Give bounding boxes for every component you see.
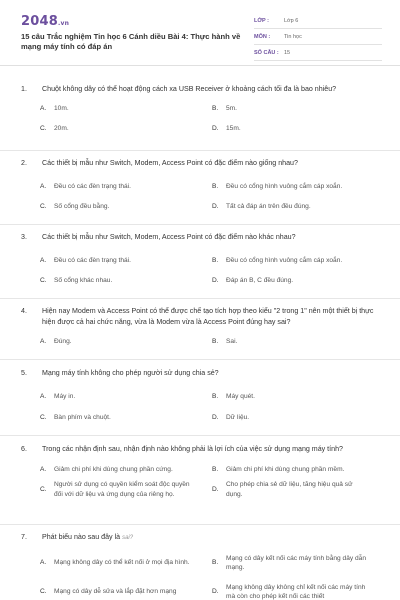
question-number: 7.: [21, 533, 27, 541]
option-letter: A.: [40, 392, 47, 400]
option-letter: C.: [40, 125, 47, 132]
meta-class-row: [254, 14, 382, 29]
meta-subject-value: Tin học: [284, 34, 302, 40]
option-text: Máy quét.: [226, 392, 255, 400]
question-text: [0, 299, 400, 327]
option-text: Cho phép chia sẻ dữ liệu, tăng hiệu quả sử dụng.: [226, 481, 353, 498]
option-text: 15m.: [226, 125, 241, 132]
option-text: Người sử dụng có quyền kiểm soát độc quyền đối với dữ liệu và ứng dụng của riêng họ.: [54, 481, 190, 498]
option-d[interactable]: [212, 124, 384, 134]
option-text: Máy in.: [54, 392, 76, 400]
option-text: Đều có các đèn trạng thái.: [54, 182, 131, 190]
meta-count-value: 15: [284, 50, 291, 56]
question-body: Chuột không dây có thể hoạt động cách xa USB Receiver ở khoảng cách tối đa là bao nhiêu?: [42, 85, 337, 93]
question-text: [0, 525, 400, 544]
option-letter: D.: [212, 588, 219, 596]
option-letter: B.: [212, 465, 219, 473]
question-body: Hiện nay Modem và Access Point có thể được chế tạo tích hợp theo kiểu "2 trong 1" nên một thiết bị thực hiện được cả hai chức năng, vừa là Modem vừa là Access Point đúng hay sai?: [42, 307, 374, 326]
question-text: [0, 225, 400, 243]
option-text: Đúng.: [54, 338, 72, 345]
question-body: Trong các nhận định sau, nhận định nào không phải là lợi ích của việc sử dụng mạng máy tính?: [42, 445, 343, 453]
option-grid: [0, 337, 400, 347]
option-letter: B.: [212, 559, 219, 567]
option-letter: A.: [40, 256, 47, 264]
option-text: 10m.: [54, 104, 69, 112]
option-letter: A.: [40, 338, 47, 345]
option-grid: [0, 465, 400, 500]
option-letter: D.: [212, 203, 219, 210]
logo-text: 2048: [21, 14, 58, 29]
question-body: Các thiết bị mẫu như Switch, Modem, Access Point có đặc điểm nào giống nhau?: [42, 159, 298, 167]
option-text: Mạng có dây dễ sửa và lắp đặt hơn mạng: [54, 588, 177, 596]
option-text: Mạng không dây có thể kết nối ở mọi địa hình.: [54, 559, 190, 567]
option-d[interactable]: [212, 480, 384, 499]
option-letter: A.: [40, 104, 47, 112]
option-b[interactable]: [212, 337, 384, 347]
option-text: 5m.: [226, 104, 237, 112]
question-number: 1.: [21, 85, 27, 93]
option-grid: [0, 256, 400, 286]
option-d[interactable]: [212, 276, 384, 286]
option-text: 20m.: [54, 125, 69, 132]
option-text: Đều có các đèn trạng thái.: [54, 256, 131, 264]
meta-class-value: Lớp 6: [284, 18, 299, 24]
option-letter: C.: [40, 203, 47, 210]
question-number: 5.: [21, 369, 27, 377]
option-text: Bàn phím và chuột.: [54, 414, 111, 421]
logo-tld: .vn: [57, 20, 70, 27]
option-letter: C.: [40, 588, 47, 596]
question-number: 4.: [21, 307, 27, 315]
option-grid: [0, 104, 400, 134]
option-letter: D.: [212, 485, 219, 493]
option-letter: A.: [40, 182, 47, 190]
option-c[interactable]: [40, 480, 212, 499]
option-b[interactable]: [212, 104, 384, 114]
option-letter: B.: [212, 338, 219, 345]
option-a[interactable]: [40, 104, 212, 114]
option-b[interactable]: [212, 182, 384, 192]
option-letter: D.: [212, 414, 219, 421]
option-a[interactable]: [40, 182, 212, 192]
question-1: [0, 78, 400, 151]
document-title: 15 câu Trắc nghiệm Tin học 6 Cánh diều Bài 4: Thực hành về mạng máy tính có đáp án: [21, 32, 241, 51]
question-text: [0, 360, 400, 379]
question-text: [0, 84, 400, 95]
option-letter: C.: [40, 277, 47, 284]
option-text: Mạng không dây không chỉ kết nối các máy tính mà còn cho phép kết nối các thiết: [226, 583, 366, 600]
option-a[interactable]: [40, 465, 212, 475]
option-text: Đều có cổng hình vuông cắm cáp xoắn.: [226, 182, 343, 190]
question-emphasis: sai?: [122, 535, 134, 541]
question-body: Mạng máy tính không cho phép người sử dụng chia sẻ?: [42, 369, 219, 377]
option-text: Đáp án B, C đều đúng.: [226, 277, 294, 284]
option-text: Số cổng khác nhau.: [54, 277, 113, 284]
option-text: Giảm chi phí khi dùng chung phần mềm.: [226, 465, 345, 473]
option-c[interactable]: [40, 124, 212, 134]
question-text: [0, 436, 400, 455]
question-number: 3.: [21, 233, 27, 241]
option-text: Mạng có dây kết nối các máy tính bằng dây dẫn mạng.: [226, 554, 367, 571]
question-body: Phát biểu nào sau đây là: [42, 533, 121, 541]
option-text: Sai.: [226, 338, 238, 345]
option-letter: C.: [40, 485, 47, 493]
question-4: [0, 299, 400, 360]
option-b[interactable]: [212, 392, 384, 402]
option-d[interactable]: [212, 583, 384, 600]
option-letter: B.: [212, 392, 219, 400]
question-list: [0, 78, 400, 600]
question-number: 6.: [21, 445, 27, 453]
meta-subject-row: [254, 30, 382, 45]
option-grid: [0, 554, 400, 600]
option-text: Tất cả đáp án trên đều đúng.: [226, 203, 311, 210]
option-b[interactable]: [212, 554, 384, 573]
option-grid: [0, 182, 400, 212]
option-c[interactable]: [40, 202, 212, 212]
question-text: [0, 151, 400, 169]
question-body: Các thiết bị mẫu như Switch, Modem, Access Point có đặc điểm nào khác nhau?: [42, 233, 296, 241]
meta-class-label: LỚP :: [254, 18, 269, 24]
option-letter: A.: [40, 465, 47, 473]
meta-count-row: [254, 46, 382, 61]
option-d[interactable]: [212, 202, 384, 212]
option-a[interactable]: [40, 337, 212, 347]
option-grid: [0, 392, 400, 423]
option-letter: C.: [40, 414, 47, 421]
site-logo[interactable]: [21, 14, 69, 29]
option-a[interactable]: [40, 558, 212, 568]
meta-subject-label: MÔN :: [254, 34, 271, 40]
question-6: [0, 436, 400, 525]
meta-count-label: SỐ CÂU :: [254, 50, 279, 56]
option-letter: D.: [212, 125, 219, 132]
question-3: [0, 225, 400, 299]
option-c[interactable]: [40, 276, 212, 286]
option-d[interactable]: [212, 413, 384, 423]
question-number: 2.: [21, 159, 27, 167]
option-letter: B.: [212, 256, 219, 264]
option-letter: D.: [212, 277, 219, 284]
document-meta: [254, 14, 382, 62]
option-a[interactable]: [40, 256, 212, 266]
option-letter: A.: [40, 559, 47, 567]
question-5: [0, 360, 400, 436]
document-header: [0, 0, 400, 66]
option-a[interactable]: [40, 392, 212, 402]
option-letter: B.: [212, 182, 219, 190]
option-text: Đều có cổng hình vuông cắm cáp xoắn.: [226, 256, 343, 264]
option-c[interactable]: [40, 413, 212, 423]
option-b[interactable]: [212, 465, 384, 475]
option-text: Giảm chi phí khi dùng chung phần cứng.: [54, 465, 173, 473]
question-7: [0, 525, 400, 600]
option-text: Dữ liệu.: [226, 414, 250, 421]
option-letter: B.: [212, 104, 219, 112]
option-text: Số cổng đều bằng.: [54, 203, 110, 210]
option-b[interactable]: [212, 256, 384, 266]
option-c[interactable]: [40, 587, 212, 597]
question-2: [0, 151, 400, 225]
